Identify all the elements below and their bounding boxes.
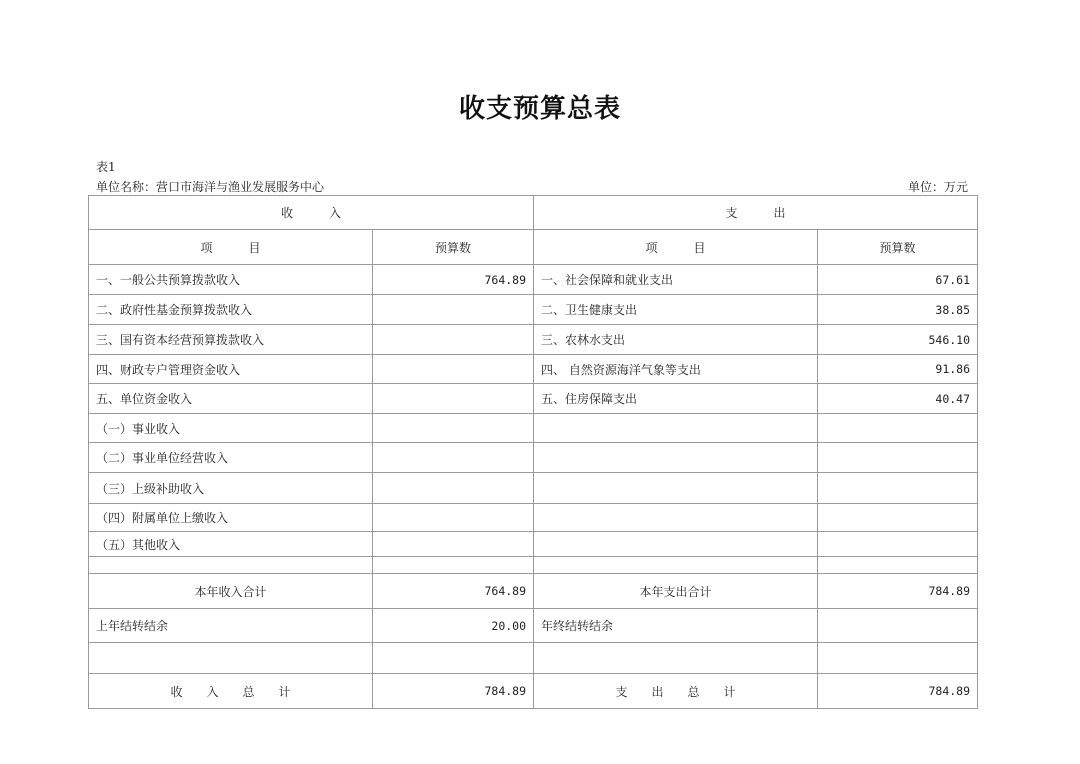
expense-item — [534, 473, 818, 504]
income-item: （三）上级补助收入 — [89, 473, 373, 504]
expense-year-total-value: 784.89 — [818, 574, 978, 609]
expense-grand-total-value: 784.89 — [818, 674, 978, 709]
table-row — [89, 473, 978, 504]
expense-item-header: 项 目 — [534, 230, 818, 265]
prior-year-carryover-value: 20.00 — [373, 609, 534, 643]
income-item: （五）其他收入 — [89, 532, 373, 557]
expense-item — [534, 414, 818, 443]
expense-item — [534, 504, 818, 532]
year-end-carryover-value — [818, 609, 978, 643]
income-item: 四、财政专户管理资金收入 — [89, 355, 373, 384]
expense-item: 一、社会保障和就业支出 — [534, 265, 818, 295]
income-item: 二、政府性基金预算拨款收入 — [89, 295, 373, 325]
budget-table — [88, 195, 978, 709]
expense-value: 38.85 — [818, 295, 978, 325]
income-year-total-label: 本年收入合计 — [89, 574, 373, 609]
prior-year-carryover-label: 上年结转结余 — [89, 609, 373, 643]
income-item: 一、一般公共预算拨款收入 — [89, 265, 373, 295]
expense-item: 四、 自然资源海洋气象等支出 — [534, 355, 818, 384]
table-row — [89, 355, 978, 384]
currency-unit: 单位：万元 — [907, 180, 968, 194]
income-value — [373, 384, 534, 414]
expense-budget-header: 预算数 — [818, 230, 978, 265]
income-item: （一）事业收入 — [89, 414, 373, 443]
income-budget-header: 预算数 — [373, 230, 534, 265]
expense-header: 支 出 — [534, 196, 978, 230]
table-row — [89, 295, 978, 325]
expense-grand-total-label: 支 出 总 计 — [534, 674, 818, 709]
table-row — [89, 532, 978, 557]
expense-item — [534, 532, 818, 557]
expense-value — [818, 504, 978, 532]
table-row — [89, 325, 978, 355]
income-value — [373, 532, 534, 557]
income-grand-total-value: 784.89 — [373, 674, 534, 709]
blank-row — [89, 643, 978, 674]
income-value — [373, 504, 534, 532]
income-value — [373, 414, 534, 443]
income-value — [373, 557, 534, 574]
income-value — [373, 325, 534, 355]
expense-value — [818, 473, 978, 504]
table-row — [89, 504, 978, 532]
income-value — [373, 295, 534, 325]
income-year-total-value: 764.89 — [373, 574, 534, 609]
expense-year-total-label: 本年支出合计 — [534, 574, 818, 609]
carryover-row — [89, 609, 978, 643]
income-header: 收 入 — [89, 196, 534, 230]
unit-name: 单位名称：营口市海洋与渔业发展服务中心 — [96, 180, 325, 194]
income-value — [373, 443, 534, 473]
table-row — [89, 443, 978, 473]
expense-value: 546.10 — [818, 325, 978, 355]
expense-item: 三、农林水支出 — [534, 325, 818, 355]
expense-value — [818, 414, 978, 443]
expense-value — [818, 532, 978, 557]
year-total-row — [89, 574, 978, 609]
income-item: 三、国有资本经营预算拨款收入 — [89, 325, 373, 355]
grand-total-row — [89, 674, 978, 709]
table-row — [89, 557, 978, 574]
page-title: 收支预算总表 — [458, 94, 621, 124]
expense-item: 二、卫生健康支出 — [534, 295, 818, 325]
income-grand-total-label: 收 入 总 计 — [89, 674, 373, 709]
income-item: （四）附属单位上缴收入 — [89, 504, 373, 532]
income-value — [373, 473, 534, 504]
income-value — [373, 355, 534, 384]
expense-item — [534, 443, 818, 473]
table-row — [89, 384, 978, 414]
table-row — [89, 414, 978, 443]
expense-item — [534, 557, 818, 574]
expense-value — [818, 443, 978, 473]
column-header-row — [89, 230, 978, 265]
expense-value — [818, 557, 978, 574]
income-value: 764.89 — [373, 265, 534, 295]
income-item: （二）事业单位经营收入 — [89, 443, 373, 473]
expense-value: 67.61 — [818, 265, 978, 295]
expense-value: 91.86 — [818, 355, 978, 384]
section-header-row — [89, 196, 978, 230]
income-item: 五、单位资金收入 — [89, 384, 373, 414]
income-item — [89, 557, 373, 574]
year-end-carryover-label: 年终结转结余 — [534, 609, 818, 643]
income-item-header: 项 目 — [89, 230, 373, 265]
expense-item: 五、住房保障支出 — [534, 384, 818, 414]
expense-value: 40.47 — [818, 384, 978, 414]
table-row — [89, 265, 978, 295]
table-number: 表1 — [96, 160, 116, 174]
